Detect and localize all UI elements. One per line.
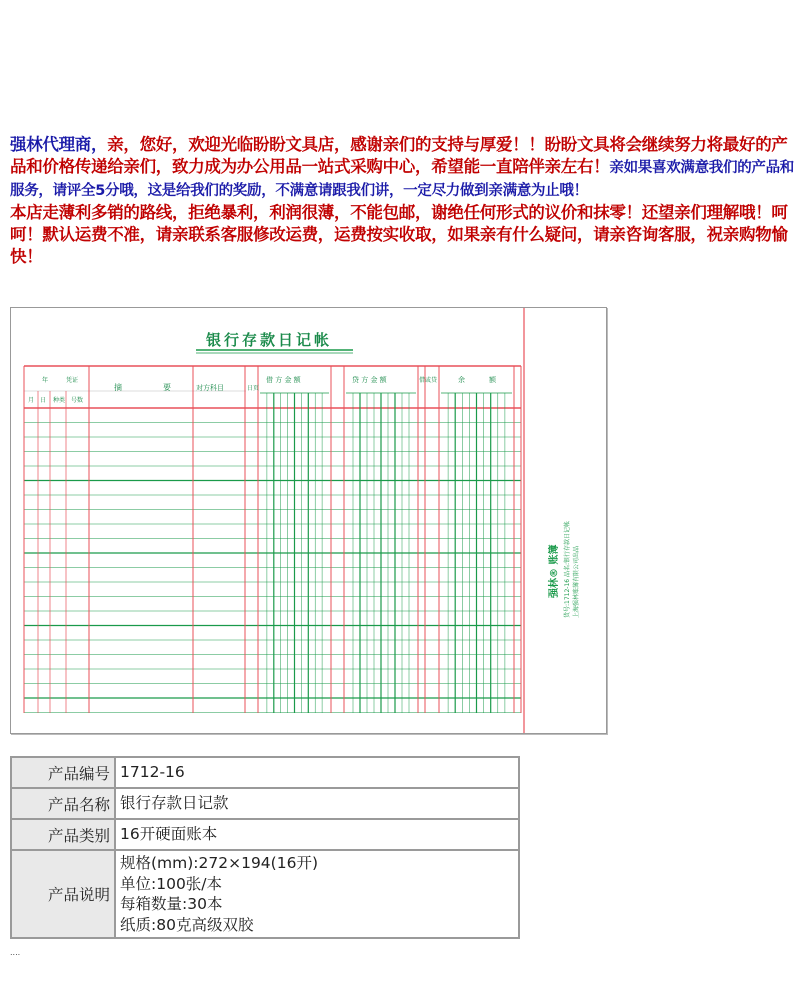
spec-value-line: 纸质:80克高级双胶 [120, 915, 254, 934]
header-page: 日页 [247, 385, 260, 392]
spec-label: 产品类别 [11, 819, 115, 850]
header-day: 日 [40, 397, 47, 404]
header-direction: 借或贷 [419, 377, 438, 384]
header-summary-b: 要 [163, 383, 171, 392]
spec-row [11, 757, 519, 788]
spec-label: 产品编号 [11, 757, 115, 788]
footer-ellipsis: .... [10, 948, 21, 957]
header-month: 月 [28, 397, 35, 404]
spec-value [115, 850, 519, 938]
rating-request-text: 亲如果喜欢满意我们的产品和服务，请评全5分哦，这是给我们的奖励，不满意请跟我们讲，一定尽力做到亲满意为止哦！ [10, 160, 795, 199]
notice-paragraph-1 [10, 134, 795, 202]
ledger-title: 银行存款日记帐 [205, 331, 333, 349]
header-summary-a: 摘 [114, 383, 122, 392]
ledger-grid [24, 308, 524, 733]
header-voucher: 凭证 [66, 377, 79, 384]
shop-notice [10, 134, 795, 268]
header-year: 年 [42, 377, 49, 384]
header-balance-b: 额 [489, 376, 496, 384]
spec-row [11, 788, 519, 819]
header-credit: 贷 方 金 额 [352, 376, 387, 384]
agent-label: 强林代理商， [10, 135, 108, 154]
side-text-1: 货号:1712-16 品名:银行存款日记帐 [564, 520, 571, 618]
notice-paragraph-2: 本店走薄利多销的路线，拒绝暴利，利润很薄，不能包邮，谢绝任何形式的议价和抹零！还望亲们理解哦！呵呵！默认运费不准，请亲联系客服修改运费，运费按实收取，如果亲有什么疑问，请亲咨询客服，祝亲购物愉快！ [10, 203, 788, 266]
header-number: 号数 [71, 397, 84, 404]
spec-value-line: 银行存款日记款 [120, 794, 229, 813]
spec-value-line: 单位:100张/本 [120, 874, 223, 893]
spec-value [115, 819, 519, 850]
spec-row [11, 850, 519, 938]
ledger-product-image [10, 307, 607, 734]
header-balance-a: 余 [458, 376, 465, 384]
spec-value [115, 788, 519, 819]
product-spec-table [10, 756, 520, 939]
brand-logo: 强林® 账簿 [549, 544, 560, 598]
spec-row [11, 819, 519, 850]
spec-value [115, 757, 519, 788]
ledger-side-brand [547, 521, 580, 618]
header-counter-account: 对方科目 [196, 384, 224, 392]
welcome-text: 亲，您好，欢迎光临盼盼文具店，感谢亲们的支持与厚爱！！盼盼文具将会继续努力将最好的产品和价格传递给亲们，致力成为办公用品一站式采购中心，希望能一直陪伴亲左右！ [10, 135, 788, 176]
spec-value-line: 1712-16 [120, 763, 185, 782]
ledger-drawing [11, 308, 606, 733]
side-text-2: 上海强林账簿有限公司出品 [573, 545, 580, 618]
spec-label: 产品名称 [11, 788, 115, 819]
spec-value-line: 规格(mm):272×194(16开) [120, 854, 318, 872]
spec-label: 产品说明 [11, 850, 115, 938]
spec-value-line: 每箱数量:30本 [120, 895, 223, 913]
header-kind: 种类 [53, 397, 66, 404]
header-debit: 借 方 金 额 [266, 376, 301, 384]
ledger-header-labels [28, 375, 497, 404]
spec-value-line: 16开硬面账本 [120, 825, 218, 844]
